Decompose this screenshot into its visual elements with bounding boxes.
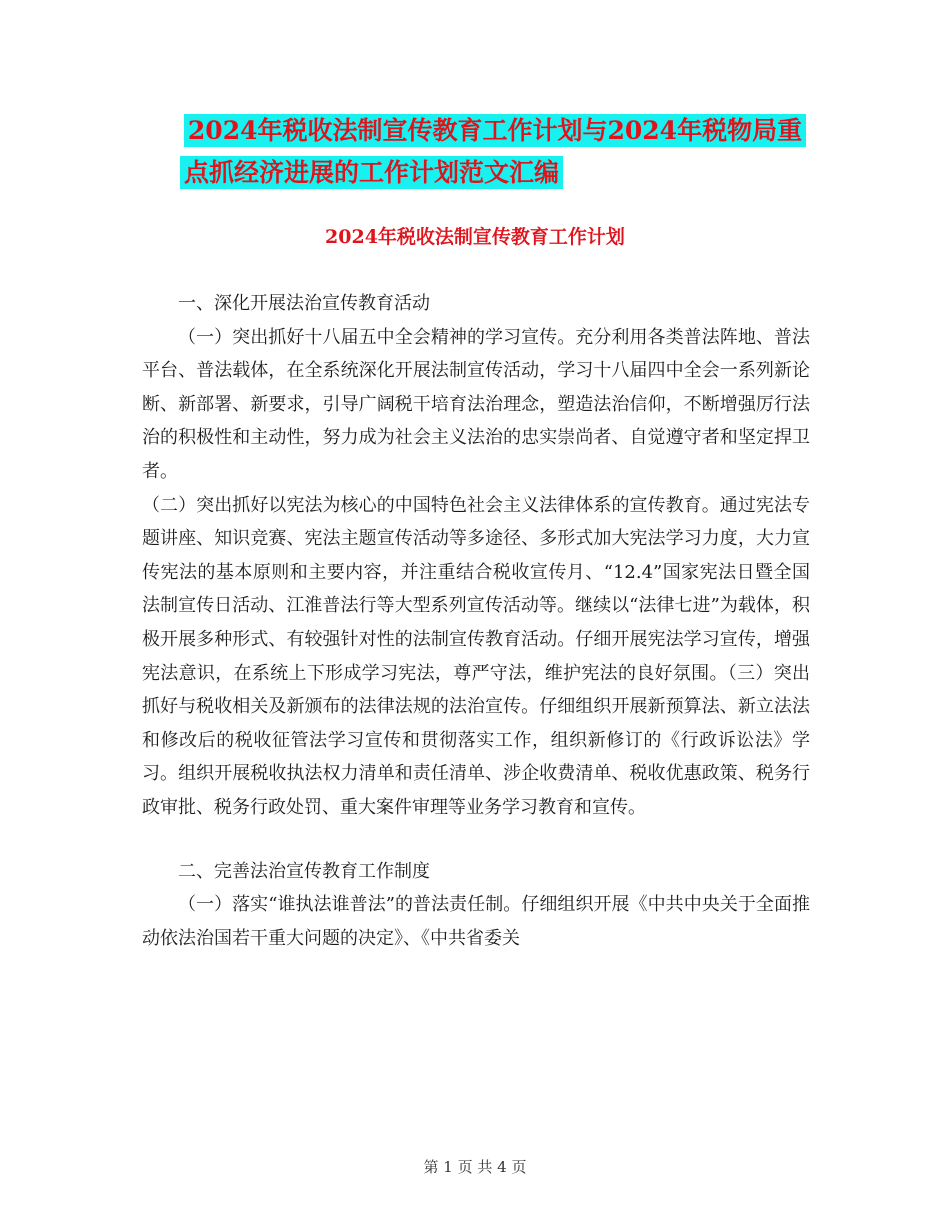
heading-2: 二、完善法治宣传教育工作制度 xyxy=(178,860,430,882)
paragraph-gap xyxy=(142,825,810,855)
heading-1: 一、深化开展法治宣传教育活动 xyxy=(178,293,430,314)
document-body xyxy=(142,287,810,955)
page-number: 第 1 页 共 4 页 xyxy=(423,1158,527,1176)
document-title-line-1: 2024年税收法制宣传教育工作计划与2024年税物局重 xyxy=(184,114,806,147)
document-title xyxy=(0,110,950,194)
paragraph-2: （二）突出抓好以宪法为核心的中国特色社会主义法律体系的宣传教育。通过宪法专题讲座、知识竞赛、宪法主题宣传活动等多途径、多形式加大宪法学习力度，大力宣传宪法的基本原则和主要内容，并注重结合税收宣传月、“12.4”国家宪法日暨全国法制宣传日活动、江淮普法行等大型系列宣传活动等。继续以“法律七进”为载体，积极开展多种形式、有较强针对性的法制宣传教育活动。仔细开展宪法学习宣传，增强宪法意识，在系统上下形成学习宪法，尊严守法，维护宪法的良好氛围。（三）突出抓好与税收相关及新颁布的法律法规的法治宣传。仔细组织开展新预算法、新立法法和修改后的税收征管法学习宣传和贯彻落实工作，组织新修订的《行政诉讼法》学习。组织开展税收执法权力清单和责任清单、涉企收费清单、税收优惠政策、税务行政审批、税务行政处罚、重大案件审理等业务学习教育和宣传。 xyxy=(142,494,810,818)
section-title: 2024年税收法制宣传教育工作计划 xyxy=(325,226,625,248)
document-title-line-2: 点抓经济进展的工作计划范文汇编 xyxy=(180,156,563,189)
paragraph-3: （一）落实“谁执法谁普法”的普法责任制。仔细组织开展《中共中央关于全面推动依法治国若干重大问题的决定》、《中共省委关 xyxy=(142,894,810,949)
paragraph-1: （一）突出抓好十八届五中全会精神的学习宣传。充分利用各类普法阵地、普法平台、普法载体，在全系统深化开展法制宣传活动，学习十八届四中全会一系列新论断、新部署、新要求，引导广阔税干培育法治理念，塑造法治信仰，不断增强厉行法治的积极性和主动性，努力成为社会主义法治的忠实崇尚者、自觉遵守者和坚定捍卫者。 xyxy=(142,326,810,482)
